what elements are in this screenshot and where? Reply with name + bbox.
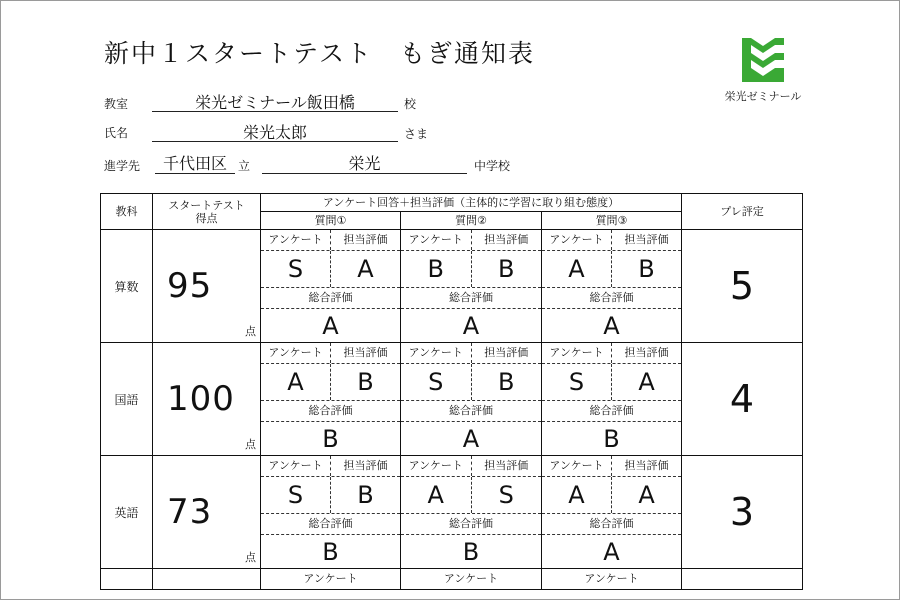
teacher-label: 担当評価 [624, 346, 669, 359]
total-grade: B [462, 538, 480, 566]
total-label: 総合評価 [542, 401, 681, 422]
partial-survey-label: アンケート [261, 569, 401, 590]
partial-row-cell [101, 569, 153, 590]
classroom-value: 栄光ゼミナール飯田橋 [195, 93, 355, 112]
teacher-grade: B [357, 368, 374, 396]
score-cell [153, 456, 261, 569]
survey-grade: A [261, 364, 331, 400]
total-grade: A [322, 312, 339, 340]
subject-name: 英語 [101, 456, 153, 569]
classroom-label: 教室 [104, 97, 129, 111]
survey-grade: S [261, 251, 331, 287]
name-suffix: さま [404, 127, 429, 141]
survey-label: アンケート [401, 456, 472, 476]
classroom-underline [152, 111, 398, 112]
question-cell [401, 343, 542, 456]
school-underline [262, 173, 467, 174]
point-unit: 点 [245, 551, 256, 564]
point-unit: 点 [245, 325, 256, 338]
total-grade: B [322, 425, 339, 453]
question-cell [261, 343, 401, 456]
pre-grade-value: 4 [682, 343, 803, 456]
teacher-label: 担当評価 [343, 459, 388, 472]
total-grade: B [322, 538, 339, 566]
ward-value: 千代田区 [162, 154, 227, 173]
survey-label: アンケート [401, 230, 472, 250]
survey-label: アンケート [542, 456, 612, 476]
teacher-label: 担当評価 [484, 459, 529, 472]
score-header: スタートテスト 得点 [153, 194, 261, 230]
total-label: 総合評価 [401, 288, 541, 309]
question-cell [542, 230, 682, 343]
total-label: 総合評価 [542, 288, 681, 309]
total-grade: A [603, 312, 620, 340]
total-label: 総合評価 [261, 514, 400, 535]
teacher-grade: B [357, 481, 374, 509]
logo-text: 栄光ゼミナール [724, 90, 802, 103]
survey-grade: A [542, 477, 612, 513]
total-label: 総合評価 [542, 514, 681, 535]
question-cell [261, 230, 401, 343]
teacher-label: 担当評価 [624, 459, 669, 472]
question-cell [542, 456, 682, 569]
classroom-suffix: 校 [404, 97, 417, 111]
subject-name: 国語 [101, 343, 153, 456]
question-header: 質問② [401, 212, 542, 230]
teacher-grade: A [638, 368, 655, 396]
question-cell [401, 456, 542, 569]
teacher-grade: B [498, 255, 515, 283]
total-label: 総合評価 [261, 288, 400, 309]
survey-grade: A [542, 251, 612, 287]
survey-grade: S [401, 364, 472, 400]
survey-label: アンケート [401, 343, 472, 363]
teacher-label: 担当評価 [624, 233, 669, 246]
partial-survey-label: アンケート [401, 569, 542, 590]
survey-label: アンケート [542, 343, 612, 363]
question-cell [401, 230, 542, 343]
score-value: 73 [167, 492, 213, 532]
total-grade: A [603, 538, 620, 566]
total-label: 総合評価 [401, 401, 541, 422]
teacher-grade: A [357, 255, 374, 283]
survey-grade: B [401, 251, 472, 287]
school-label: 進学先 [104, 159, 141, 173]
school-value: 栄光 [348, 154, 381, 173]
question-header: 質問① [261, 212, 401, 230]
total-label: 総合評価 [401, 514, 541, 535]
pre-grade-value: 3 [682, 456, 803, 569]
subject-name: 算数 [101, 230, 153, 343]
teacher-grade: S [498, 481, 514, 509]
name-underline [152, 141, 398, 142]
grade-table [100, 193, 803, 590]
ward-suffix: 立 [238, 159, 251, 173]
pre-grade-header: プレ評定 [682, 194, 803, 230]
teacher-label: 担当評価 [484, 346, 529, 359]
logo-mark-icon [740, 34, 786, 84]
score-value: 95 [167, 266, 213, 306]
subject-row [101, 230, 803, 343]
partial-row-cell [153, 569, 261, 590]
survey-header: アンケート回答＋担当評価（主体的に学習に取り組む態度） [261, 194, 682, 212]
survey-label: アンケート [261, 343, 331, 363]
teacher-grade: B [638, 255, 655, 283]
teacher-grade: A [638, 481, 655, 509]
partial-row-cell [682, 569, 803, 590]
brand-logo [718, 34, 808, 104]
teacher-label: 担当評価 [343, 346, 388, 359]
question-cell [261, 456, 401, 569]
survey-label: アンケート [261, 230, 331, 250]
partial-survey-label: アンケート [542, 569, 682, 590]
total-grade: A [462, 425, 480, 453]
point-unit: 点 [245, 438, 256, 451]
name-label: 氏名 [104, 126, 129, 140]
score-cell [153, 343, 261, 456]
subject-row [101, 343, 803, 456]
name-value: 栄光太郎 [242, 123, 307, 142]
teacher-label: 担当評価 [484, 233, 529, 246]
ward-underline [155, 173, 235, 174]
survey-grade: A [401, 477, 472, 513]
question-cell [542, 343, 682, 456]
survey-grade: S [542, 364, 612, 400]
score-value: 100 [167, 379, 235, 419]
pre-grade-value: 5 [682, 230, 803, 343]
subject-header: 教科 [101, 194, 153, 230]
school-suffix: 中学校 [474, 159, 511, 173]
survey-label: アンケート [542, 230, 612, 250]
teacher-grade: B [498, 368, 515, 396]
total-grade: B [603, 425, 620, 453]
total-label: 総合評価 [261, 401, 400, 422]
teacher-label: 担当評価 [343, 233, 388, 246]
score-cell [153, 230, 261, 343]
survey-grade: S [261, 477, 331, 513]
page-title: 新中１スタートテスト もぎ通知表 [104, 39, 536, 68]
total-grade: A [462, 312, 480, 340]
question-header: 質問③ [542, 212, 682, 230]
subject-row [101, 456, 803, 569]
survey-label: アンケート [261, 456, 331, 476]
